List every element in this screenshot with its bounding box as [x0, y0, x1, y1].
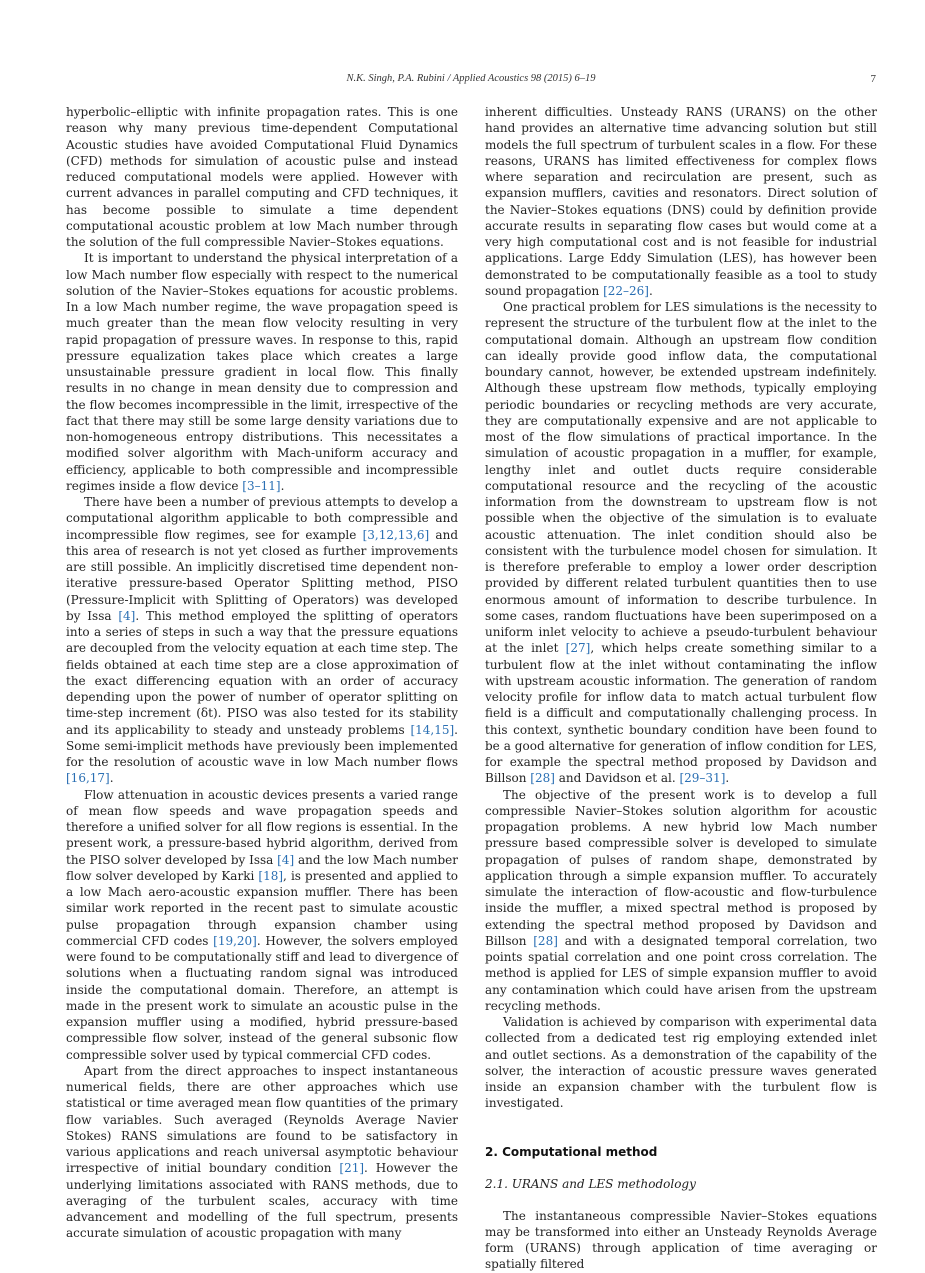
paragraph: [485, 1208, 877, 1273]
citation-link[interactable]: [19,20]: [213, 933, 257, 948]
text-run: .: [280, 478, 285, 493]
running-head: N.K. Singh, P.A. Rubini / Applied Acoustics 98 (2015) 6–19: [346, 73, 596, 84]
citation-link[interactable]: [3–11]: [242, 478, 281, 493]
text-run: . However, the solvers employed were found to be computationally stiff and lead to divergence of solutions when a fluctuating random signal was introduced inside the computational domain. Therefore, an attempt is made in the present work to simulate an acoustic pulse in the expansion muffler using a modified, hybrid pressure-based compressible flow solver, instead of the general subsonic flow compressible solver used by typical commercial CFD codes.: [66, 933, 458, 1062]
text-run: .: [725, 771, 730, 786]
paragraph: [66, 250, 458, 494]
subsection-heading: 2.1. URANS and LES methodology: [485, 1176, 696, 1191]
paragraph: [66, 1063, 458, 1242]
right-column: [485, 104, 877, 1273]
text-run: Apart from the direct approaches to inspect instantaneous numerical fields, there are other approaches which use statistical or time averaged mean flow quantities of the primary flow variables. Such averaged (Reynolds Average Navier Stokes) RANS simulations are found to be satisfactory in various applications and reach universal asymptotic behaviour irrespective of initial boundary condition: [66, 1063, 458, 1176]
paragraph: [66, 494, 458, 787]
text-run: hyperbolic–elliptic with infinite propagation rates. This is one reason why many previous time-dependent Computational Acoustic studies have avoided Computational Fluid Dynamics (CFD) methods for simulation of acoustic pulse and instead reduced computational models were applied. However with current advances in parallel computing and CFD techniques, it has become possible to simulate a time dependent computational acoustic problem at low Mach number through the solution of the full compressible Navier–Stokes equations.: [66, 105, 458, 249]
citation-link[interactable]: [18]: [258, 868, 284, 883]
citation-link[interactable]: [27]: [565, 641, 591, 656]
citation-link[interactable]: [22–26]: [603, 283, 649, 298]
text-run: .: [648, 283, 653, 298]
citation-link[interactable]: [4]: [118, 608, 136, 623]
left-column: [66, 104, 458, 1242]
text-run: . However the underlying limitations associated with RANS methods, due to averaging of the turbulent scales, accuracy with time advancement and modelling of the full spectrum, presents accurate simulation of acoustic propagation with many: [66, 1161, 458, 1241]
citation-link[interactable]: [29–31]: [679, 771, 726, 786]
paragraph: [66, 104, 458, 250]
paragraph: [485, 299, 877, 787]
text-run: The instantaneous compressible Navier–Stokes equations may be transformed into either an Unsteady Reynolds Average form (URANS) through application of time averaging or spatially filtered: [485, 1208, 877, 1272]
section-heading: 2. Computational method: [485, 1144, 658, 1159]
citation-link[interactable]: [3,12,13,6]: [362, 527, 430, 542]
text-run: The objective of the present work is to develop a full compressible Navier–Stokes solution algorithm for acoustic propagation problems. A new hybrid low Mach number pressure based compressible solver is developed to simulate propagation of pulses of random shape, demonstrated by application through a simple expansion muffler. To accurately simulate the interaction of flow-acoustic and flow-turbulence inside the muffler, a mixed spectral method is proposed by extending the spectral method proposed by Davidson and Billson: [485, 787, 877, 948]
paragraph: [485, 787, 877, 1015]
text-run: inherent difficulties. Unsteady RANS (URANS) on the other hand provides an alternative time advancing solution but still models the full spectrum of turbulent scales in a flow. For these reasons, URANS has limited effectiveness for complex flows where separation and recirculation are present, such as expansion mufflers, cavities and resonators. Direct solution of the Navier–Stokes equations (DNS) could by definition provide accurate results in separating flow cases but would come at a very high computational cost and is not feasible for industrial applications. Large Eddy Simulation (LES), has however been demonstrated to be computationally feasible as a tool to study sound propagation: [485, 105, 877, 298]
text-run: . Some semi-implicit methods have previously been implemented for the resolution of acoustic wave in low Mach number flows: [66, 722, 458, 769]
text-run: One practical problem for LES simulations is the necessity to represent the structure of the turbulent flow at the inlet to the computational domain. Although an upstream flow condition can ideally provide good inflow data, the computational boundary cannot, however, be extended upstream indefinitely. Although these upstream flow methods, typically employing periodic boundaries or recycling methods are very accurate, they are computationally expensive and are not applicable to most of the flow simulations of practical importance. In the simulation of acoustic propagation in a muffler, for example, lengthy inlet and outlet ducts require considerable computational resource and the recycling of the acoustic information from the downstream to upstream flow is not possible when the objective of the simulation is to evaluate acoustic attenuation. The inlet condition should also be consistent with the turbulence model chosen for simulation. It is therefore preferable to employ a lower order description provided by different related turbulent quantities then to use enormous amount of information to describe turbulence. In some cases, random fluctuations have been superimposed on a uniform inlet velocity to achieve a pseudo-turbulent behaviour at the inlet: [485, 300, 877, 656]
citation-link[interactable]: [14,15]: [410, 722, 455, 737]
text-run: . This method employed the splitting of operators into a series of steps in such a way that the pressure equations are decoupled from the velocity equation at each time step. The fields obtained at each time step are a close approximation of the exact differencing equation with an order of accuracy depending upon the power of number of operator splitting on time-step increment (δt). PISO was also tested for its stability and its applicability to steady and unsteady problems: [66, 608, 458, 737]
text-run: and this area of research is not yet closed as further improvements are still possible. An implicitly discretised time dependent non-iterative pressure-based Operator Splitting method, PISO (Pressure-Implicit with Splitting of Operators) was developed by Issa: [66, 527, 458, 623]
text-run: and Davidson et al.: [554, 771, 680, 786]
page-number: 7: [870, 73, 876, 85]
text-run: and with a designated temporal correlation, two points spatial correlation and one point cross correlation. The method is applied for LES of simple expansion muffler to avoid any contamination which could have arisen from the upstream recycling methods.: [485, 933, 877, 1013]
citation-link[interactable]: [4]: [277, 852, 295, 867]
paragraph: [485, 1014, 877, 1112]
text-run: There have been a number of previous attempts to develop a computational algorithm applicable to both compressible and incompressible flow regimes, see for example: [66, 495, 458, 542]
text-run: and the low Mach number flow solver developed by Karki: [66, 852, 458, 883]
paragraph: [66, 787, 458, 1063]
text-run: Flow attenuation in acoustic devices presents a varied range of mean flow speeds and wave propagation speeds and therefore a unified solver for all flow regions is essential. In the present work, a pressure-based hybrid algorithm, derived from the PISO solver developed by Issa: [66, 787, 458, 867]
text-run: Validation is achieved by comparison with experimental data collected from a dedicated test rig employing extended inlet and outlet sections. As a demonstration of the capability of the solver, the interaction of acoustic pressure waves generated inside an expansion chamber with the turbulent flow is investigated.: [485, 1015, 877, 1111]
citation-link[interactable]: [28]: [530, 771, 555, 786]
citation-link[interactable]: [16,17]: [66, 771, 110, 786]
paragraph: [485, 104, 877, 299]
citation-link[interactable]: [28]: [533, 933, 558, 948]
text-run: It is important to understand the physical interpretation of a low Mach number flow especially with respect to the numerical solution of the Navier–Stokes equations for acoustic problems. In a low Mach number regime, the wave propagation speed is much greater than the mean flow velocity resulting in very rapid propagation of pressure waves. In response to this, rapid pressure equalization takes place which creates a large unsustainable pressure gradient in local flow. This finally results in no change in mean density due to compression and the flow becomes incompressible in the limit, irrespective of the fact that there may still be some large density variations due to non-homogeneous entropy distributions. This necessitates a modified solver algorithm with Mach-uniform accuracy and efficiency, applicable to both compressible and incompressible regimes inside a flow device: [66, 251, 458, 493]
citation-link[interactable]: [21]: [339, 1161, 365, 1176]
text-run: .: [109, 771, 114, 786]
text-run: , which helps create something similar to a turbulent flow at the inlet without contaminating the inflow with upstream acoustic information. The generation of random velocity profile for inflow data to match actual turbulent flow field is a difficult and computationally challenging process. In this context, synthetic boundary condition have been found to be a good alternative for generation of inflow condition for LES, for example the spectral method proposed by Davidson and Billson: [485, 641, 877, 786]
text-run: , is presented and applied to a low Mach aero-acoustic expansion muffler. There has been similar work reported in the recent past to simulate acoustic pulse propagation through expansion chamber using commercial CFD codes: [66, 868, 458, 948]
